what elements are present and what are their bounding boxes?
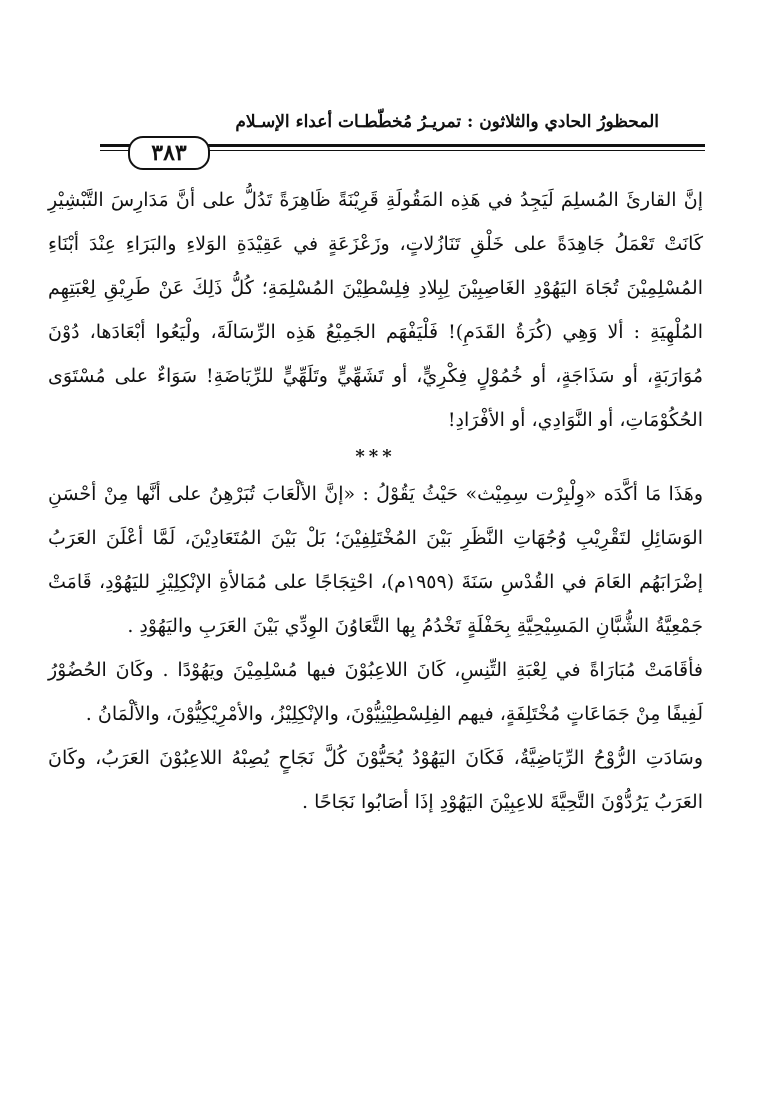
page-number: ٣٨٣ [128, 136, 210, 170]
paragraph-4: وسَادَتِ الرُّوْحُ الرِّيَاضِيَّةُ، فَكَانَ اليَهُوْدُ يُحَيُّوْنَ كُلَّ نَجَاحٍ يُصِبْهُ اللاعِبُوْنَ العَرَبُ، وكَانَ العَرَبُ يَرُدُّوْنَ التَّحِيَّةَ للاعِبِيْنَ اليَهُوْدِ إذَا أصَابُوا نَجَاحًا . [48, 747, 703, 813]
paragraph-2: وهَذَا مَا أكَّدَه «وِلْبِرْت سِمِيْث» حَيْثُ يَقُوْلُ : «إنَّ الألْعَابَ تُبَرْهِنُ على أنَّها مِنْ أحْسَنِ الوَسَائِلِ لتَقْرِيْبِ وُجُهَاتِ النَّظَرِ بَيْنَ المُخْتَلِفِيْنَ؛ بَلْ بَيْنَ المُتَعَادِيْنَ، لَمَّا أعْلَنَ العَرَبُ إضْرَابَهُم العَامَ في القُدْسِ سَنَةَ (١٩٥٩م)، احْتِجَاجًا على مُمَالأةِ الإنْكِلِيْزِ لليَهُوْدِ، قَامَتْ جَمْعِيَّةُ الشُّبَّانِ المَسِيْحِيَّةِ بِحَفْلَةٍ تَخْدُمُ بِها التَّعَاوُنَ الوِدِّي بَيْنَ العَرَبِ واليَهُوْدِ . [48, 483, 703, 637]
page-body [48, 178, 703, 824]
paragraph-3: فأقَامَتْ مُبَارَاةً في لِعْبَةِ التِّنِسِ، كَانَ اللاعِبُوْنَ فيها مُسْلِمِيْنَ ويَهُوْدًا . وكَانَ الحُضُوْرُ لَفِيفًا مِنْ جَمَاعَاتٍ مُخْتَلِفَةٍ، فيهم الفِلِسْطِيْنِيُّوْنَ، والإنْكِلِيْزُ، والأمْرِيْكِيُّوْنَ، والألْمَانُ . [48, 659, 703, 725]
section-separator: *** [355, 446, 396, 467]
paragraph-1: إنَّ القارئَ المُسلِمَ لَيَجِدُ في هَذِه المَقُولَةِ قَرِيْنَةً ظَاهِرَةً تَدُلُّ على أنَّ مَدَارِسَ التَّبْشِيْرِ كَانَتْ تَعْمَلُ جَاهِدَةً على خَلْقِ تَنَازُلاتٍ، وزَعْزَعَةٍ في عَقِيْدَةِ الوَلاءِ والبَرَاءِ عِنْدَ أبْنَاءِ المُسْلِمِيْنَ تُجَاهَ اليَهُوْدِ الغَاصِبِيْنَ لِبِلادِ فِلِسْطِيْنَ المُسْلِمَةِ؛ كُلُّ ذَلِكَ عَنْ طَرِيْقِ لِعْبَتِهِم المُلْهِيَةِ : ألا وَهِي (كُرَةُ القَدَمِ)! فَلْيَفْهَم الجَمِيْعُ هَذِه الرِّسَالَةَ، ولْيَعُوا أبْعَادَها، دُوْنَ مُوَارَبَةٍ، أو سَذَاجَةٍ، أو خُمُوْلٍ فِكْرِيٍّ، أو تَشَهِّيٍّ وتَلَهِّيٍّ للرِّيَاضَةِ! سَوَاءٌ على مُسْتَوَى الحُكُوْمَاتِ، أو النَّوَادِي، أو الأفْرَادِ! [48, 189, 703, 431]
running-header-title: المحظورُ الحادي والثلاثون : تمريـرُ مُخطّطـات أعداء الإسـلام [235, 112, 659, 132]
